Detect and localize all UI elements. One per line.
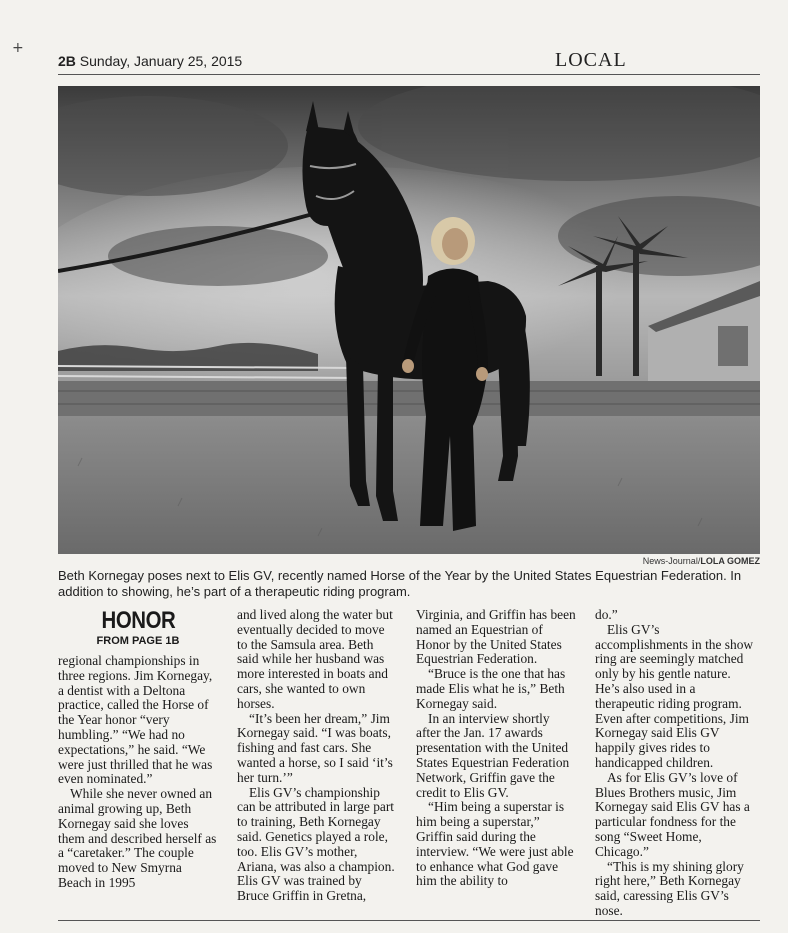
photo-credit <box>643 556 760 566</box>
grass-field <box>58 416 760 554</box>
article-column-2 <box>237 608 397 904</box>
jump-headline-word: HONOR <box>101 607 175 634</box>
paragraph: and lived along the water but eventually decided to move to the Samsula area. Beth said while her husband was more interested in boats and cars, she wanted to own horses. <box>237 607 393 711</box>
paragraph: While she never owned an animal growing up, Beth Kornegay said she loves them and described herself as a “caretaker.” The couple moved to New Smyrna Beach in 1995 <box>58 786 217 890</box>
paragraph: “This is my shining glory right here,” Beth Kornegay said, caressing Elis GV’s nose. <box>595 858 744 918</box>
feature-photo <box>58 86 760 554</box>
credit-source: News-Journal/ <box>642 556 701 566</box>
paragraph: “Bruce is the one that has made Elis what he is,” Beth Kornegay said. <box>416 666 566 711</box>
paragraph: As for Elis GV’s love of Blues Brothers music, Jim Kornegay said Elis GV has a particular fondness for the song “Sweet Home, Chicago.” <box>595 769 750 859</box>
page-number: 2B <box>58 53 76 69</box>
publication-date: Sunday, January 25, 2015 <box>79 53 243 69</box>
article-column-1 <box>58 608 218 891</box>
page-header <box>58 50 760 76</box>
crop-mark: + <box>12 40 24 56</box>
folio <box>58 53 242 69</box>
credit-photographer: LOLA GOMEZ <box>700 556 760 566</box>
horse-photo-illustration <box>58 86 760 554</box>
section-name: LOCAL <box>555 49 627 71</box>
jump-headline <box>58 608 218 648</box>
article-column-3 <box>416 608 576 889</box>
paragraph: regional championships in three regions. Jim Kornegay, a dentist with a Deltona practice, called the Horse of the Year honor “very humbling.” “We had no expectations,” he said. “We were just thrilled that he was even nominated.” <box>58 653 213 787</box>
paragraph: Elis GV’s championship can be attributed in large part to training, Beth Kornegay said. Genetics played a role, too. Elis GV’s mother, Ariana, was also a champion. Elis GV was trained by Bruce Griffin in Gretna, <box>237 784 395 904</box>
paragraph: Virginia, and Griffin has been named an Equestrian of Honor by the United States Equestrian Federation. <box>416 607 576 667</box>
jump-from-line: FROM PAGE 1B <box>96 635 180 647</box>
photo-caption: Beth Kornegay poses next to Elis GV, recently named Horse of the Year by the United States Equestrian Federation. In addition to showing, he’s part of a therapeutic riding program. <box>58 568 742 599</box>
stone-wall <box>58 381 760 421</box>
article-column-4 <box>595 608 755 919</box>
paragraph: “Him being a superstar is him being a superstar,” Griffin said during the interview. “We were just able to enhance what God gave him the ability to <box>416 799 574 889</box>
paragraph: In an interview shortly after the Jan. 17 awards presentation with the United States Equestrian Federation Network, Griffin gave the credit to Elis GV. <box>416 710 570 800</box>
paragraph: Elis GV’s accomplishments in the show ring are seemingly matched only by his gentle nature. He’s also used in a therapeutic riding program. Even after competitions, Jim Kornegay said Elis GV happily gives rides to handicapped children. <box>595 621 754 770</box>
article-body <box>58 607 760 918</box>
header-rule <box>58 74 760 75</box>
footer-rule <box>58 920 760 921</box>
paragraph: “It’s been her dream,” Jim Kornegay said. “I was boats, fishing and fast cars. She wanted a horse, so I said ‘it’s her turn.’” <box>237 710 393 785</box>
paragraph: do.” <box>595 607 618 622</box>
